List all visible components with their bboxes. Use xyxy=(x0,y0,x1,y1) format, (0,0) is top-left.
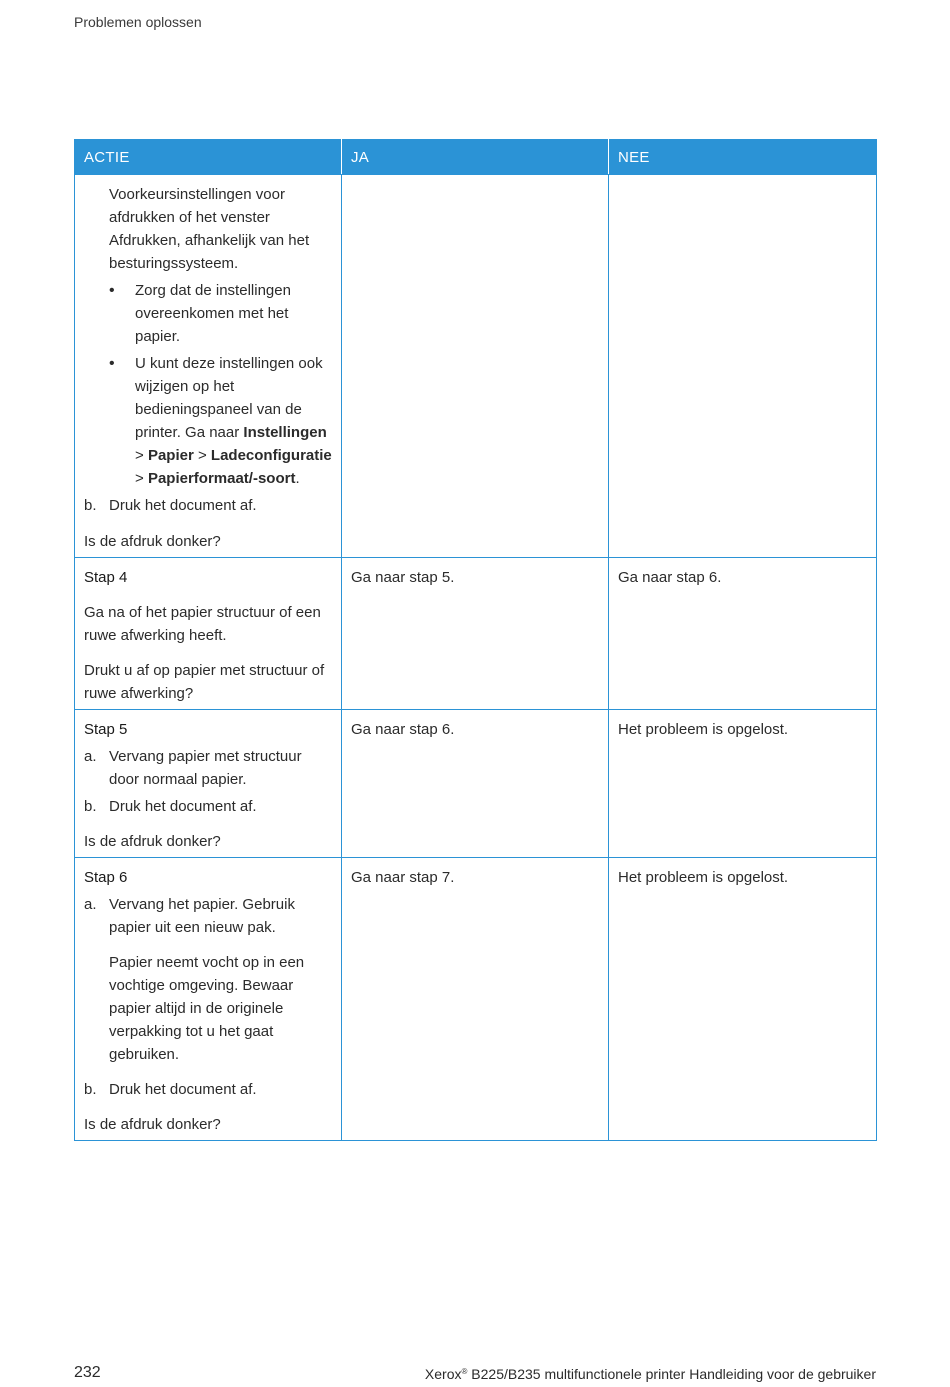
menu-path-end: . xyxy=(295,470,300,487)
list-marker: a. xyxy=(84,748,97,765)
question-text: Is de afdruk donker? xyxy=(84,833,221,850)
menu-path-papier: Papier xyxy=(147,447,194,464)
list-marker: b. xyxy=(84,497,97,514)
list-text: Druk het document af. xyxy=(109,1081,257,1098)
question-text: Is de afdruk donker? xyxy=(84,533,221,550)
question-text: Is de afdruk donker? xyxy=(84,1116,221,1133)
list-item xyxy=(84,893,332,939)
bullet-marker: • xyxy=(109,282,115,299)
bullet-item xyxy=(84,352,332,490)
list-item xyxy=(84,795,332,818)
table-row xyxy=(75,175,877,558)
list-text: Vervang papier met structuur door normaal papier. xyxy=(109,748,302,788)
action-cell xyxy=(75,558,342,710)
yes-cell: Ga naar stap 7. xyxy=(342,858,609,1141)
bullet-marker: • xyxy=(109,355,115,372)
yes-cell: Ga naar stap 5. xyxy=(342,558,609,710)
table-row xyxy=(75,710,877,858)
list-text: Vervang het papier. Gebruik papier uit een nieuw pak. xyxy=(109,896,295,936)
list-text: Druk het document af. xyxy=(109,798,257,815)
no-cell: Ga naar stap 6. xyxy=(609,558,877,710)
action-cell xyxy=(75,175,342,558)
step-title: Stap 6 xyxy=(84,869,128,886)
list-item xyxy=(84,1078,332,1101)
list-marker: b. xyxy=(84,798,97,815)
menu-path-ladeconfiguratie: Ladeconfiguratie xyxy=(210,447,332,464)
bullet-text xyxy=(135,352,332,490)
step-text: Ga na of het papier structuur of een ruwe afwerking heeft. xyxy=(84,604,321,644)
action-cell xyxy=(75,858,342,1141)
action-cell xyxy=(75,710,342,858)
menu-path-separator: > xyxy=(135,447,148,464)
table-row xyxy=(75,858,877,1141)
intro-text: Voorkeursinstellingen voor afdrukken of het venster Afdrukken, afhankelijk van het besturingssysteem. xyxy=(109,186,310,272)
no-cell xyxy=(609,175,877,558)
column-header-ja: JA xyxy=(342,140,609,175)
bullet-text: Zorg dat de instellingen overeenkomen met het papier. xyxy=(135,282,291,345)
menu-path-separator: > xyxy=(193,447,211,464)
table-header-row xyxy=(75,140,877,175)
step-title: Stap 4 xyxy=(84,569,128,586)
column-header-actie: ACTIE xyxy=(75,140,342,175)
brand-name: Xerox xyxy=(424,1366,462,1382)
no-cell: Het probleem is opgelost. xyxy=(609,710,877,858)
bullet-item xyxy=(84,279,332,348)
menu-path-instellingen: Instellingen xyxy=(243,424,327,441)
list-item xyxy=(84,745,332,791)
question-text: Drukt u af op papier met structuur of ruwe afwerking? xyxy=(84,662,325,702)
list-marker: b. xyxy=(84,1081,97,1098)
step-title: Stap 5 xyxy=(84,721,128,738)
list-text: Druk het document af. xyxy=(109,497,257,514)
yes-cell: Ga naar stap 6. xyxy=(342,710,609,858)
footer-title xyxy=(425,1366,876,1382)
no-cell: Het probleem is opgelost. xyxy=(609,858,877,1141)
running-header: Problemen oplossen xyxy=(74,14,202,30)
registered-mark: ® xyxy=(461,1367,468,1376)
list-marker: a. xyxy=(84,896,97,913)
column-header-nee: NEE xyxy=(609,140,877,175)
menu-path-separator: > xyxy=(135,470,148,487)
menu-path-papierformaat: Papierformaat/-soort xyxy=(147,470,296,487)
troubleshooting-table xyxy=(74,139,877,1141)
yes-cell xyxy=(342,175,609,558)
list-item xyxy=(84,494,332,517)
table-row xyxy=(75,558,877,710)
menu-path-intro: U kunt deze instellingen ook wijzigen op het bedieningspaneel van de printer. Ga naar xyxy=(135,355,323,441)
page-number: 232 xyxy=(74,1364,101,1381)
note-text: Papier neemt vocht op in een vochtige omgeving. Bewaar papier altijd in de originele verpakking tot u het gaat gebruiken. xyxy=(109,954,305,1063)
footer-title-text: B225/B235 multifunctionele printer Handleiding voor de gebruiker xyxy=(467,1366,876,1382)
